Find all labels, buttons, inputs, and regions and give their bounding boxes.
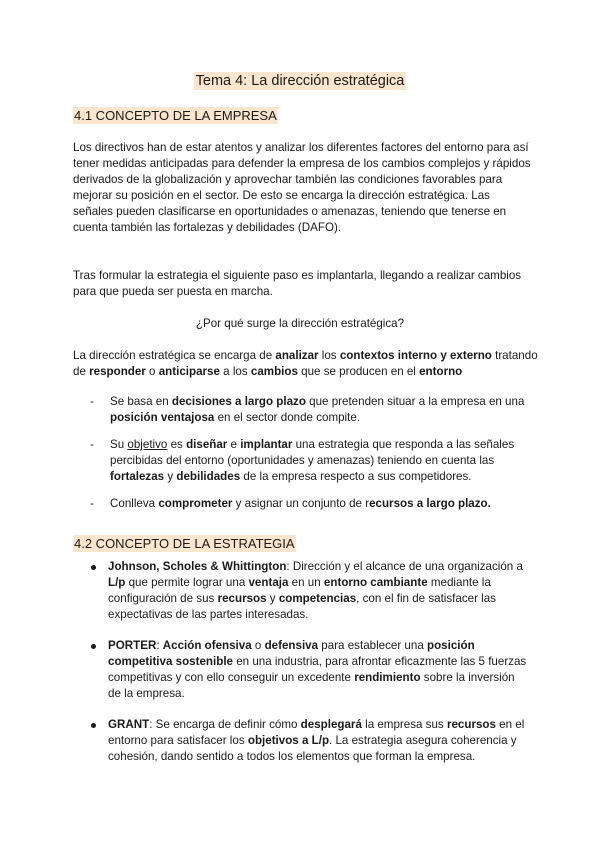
paragraph-direccion: La dirección estratégica se encarga de analizar los contextos interno y externo tratando de responder o anticiparse a los cambios que se producen en el entorno <box>73 349 538 378</box>
section-heading-empresa <box>73 107 278 124</box>
paragraph-formular: Tras formular la estrategia el siguiente paso es implantarla, llegando a realizar cambios para que pueda ser puesta en marcha. <box>73 269 522 298</box>
document-title <box>0 72 600 90</box>
question-heading: ¿Por qué surge la dirección estratégica? <box>195 317 405 330</box>
bullet-list <box>90 559 530 780</box>
list-item: PORTER: Acción ofensiva o defensiva para establecer una posición competitiva sostenible en una industria, para afrontar eficazmente las 5 fuerzas competitivas y con ello conseguir un excedente rendimiento sobre la inversión de la empresa. <box>90 638 530 702</box>
list-item: GRANT: Se encarga de definir cómo desplegará la empresa sus recursos en el entorno para satisfacer los objetivos a L/p. La estrategia asegura coherencia y cohesión, dando sentido a todos los elementos que forman la empresa. <box>90 717 530 765</box>
list-item: Johnson, Scholes & Whittington: Dirección y el alcance de una organización a L/p que permite lograr una ventaja en un entorno cambiante mediante la configuración de sus recursos y competencias, con el fin de satisfacer las expectativas de las partes interesadas. <box>90 559 530 623</box>
list-item: - Se basa en decisiones a largo plazo que pretenden situar a la empresa en una posición ventajosa en el sector donde compite. <box>90 394 530 426</box>
section-heading-text: 4.2 CONCEPTO DE LA ESTRATEGIA <box>74 536 295 551</box>
list-item: - Conlleva comprometer y asignar un conjunto de recursos a largo plazo. <box>90 496 530 512</box>
paragraph-directivos: Los directivos han de estar atentos y analizar los diferentes factores del entorno para así tener medidas anticipadas para defender la empresa de los cambios complejos y rápidos derivados de la globalización y aprovechar también las condiciones favorables para mejorar su posición en el sector. De esto se encarga la dirección estratégica. Las señales pueden clasificarse en oportunidades o amenazas, teniendo que tenerse en cuenta también las fortalezas y debilidades (DAFO). <box>73 141 531 234</box>
dash-list <box>90 394 530 523</box>
list-item: - Su objetivo es diseñar e implantar una estrategia que responda a las señales percibidas del entorno (oportunidades y amenazas) teniendo en cuenta las fortalezas y debilidades de la empresa respecto a sus competidores. <box>90 437 530 485</box>
title-text: Tema 4: La dirección estratégica <box>195 73 405 89</box>
section-heading-estrategia <box>73 535 296 552</box>
section-heading-text: 4.1 CONCEPTO DE LA EMPRESA <box>74 108 277 123</box>
